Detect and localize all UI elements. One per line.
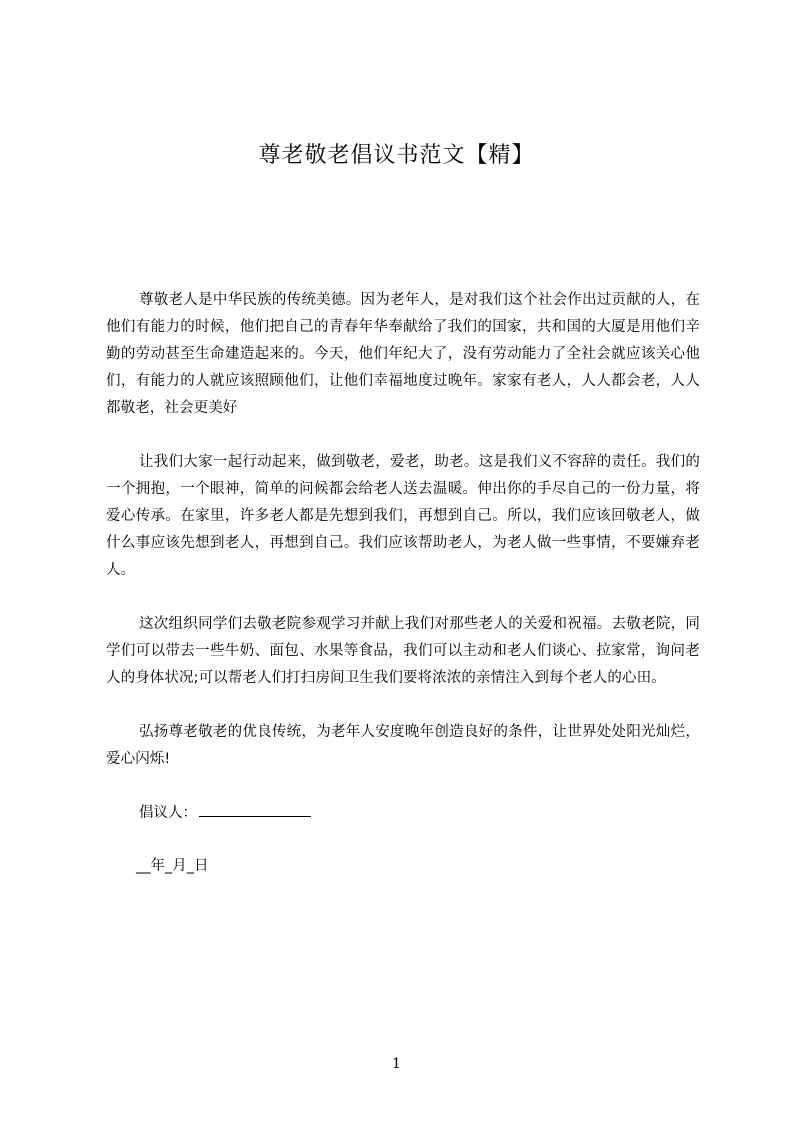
date-line: __年_月_日	[136, 858, 209, 874]
paragraph-4: 弘扬尊老敬老的优良传统，为老年人安度晚年创造良好的条件，让世界处处阳光灿烂，爱心闪烁!	[106, 724, 700, 767]
signature-label: 倡议人：	[139, 805, 197, 821]
paragraph-1: 尊敬老人是中华民族的传统美德。因为老年人，是对我们这个社会作出过贡献的人，在他们有能力的时候，他们把自己的青春年华奉献给了我们的国家，共和国的大厦是用他们辛勤的劳动甚至生命建造起来的。今天，他们年纪大了，没有劳动能力了全社会就应该关心他们，有能力的人就应该照顾他们，让他们幸福地度过晚年。家家有老人，人人都会老，人人都敬老，社会更美好	[106, 292, 700, 416]
page-number: 1	[392, 1056, 401, 1072]
paragraph-2: 让我们大家一起行动起来，做到敬老，爱老，助老。这是我们义不容辞的责任。我们的一个拥抱，一个眼神，简单的问候都会给老人送去温暖。伸出你的手尽自己的一份力量，将爱心传承。在家里，许多老人都是先想到我们，再想到自己。所以，我们应该回敬老人，做什么事应该先想到老人，再想到自己。我们应该帮助老人，为老人做一些事情，不要嫌弃老人。	[106, 454, 700, 578]
document-title: 尊老敬老倡议书范文【精】	[258, 143, 535, 168]
paragraph-3: 这次组织同学们去敬老院参观学习并献上我们对那些老人的关爱和祝福。去敬老院，同学们可以带去一些牛奶、面包、水果等食品，我们可以主动和老人们谈心、拉家常，询问老人的身体状况;可以帮老人们打扫房间卫生我们要将浓浓的亲情注入到每个老人的心田。	[106, 616, 700, 686]
signature-blank	[199, 802, 311, 817]
signature-line	[106, 800, 700, 827]
document-body	[106, 287, 700, 880]
